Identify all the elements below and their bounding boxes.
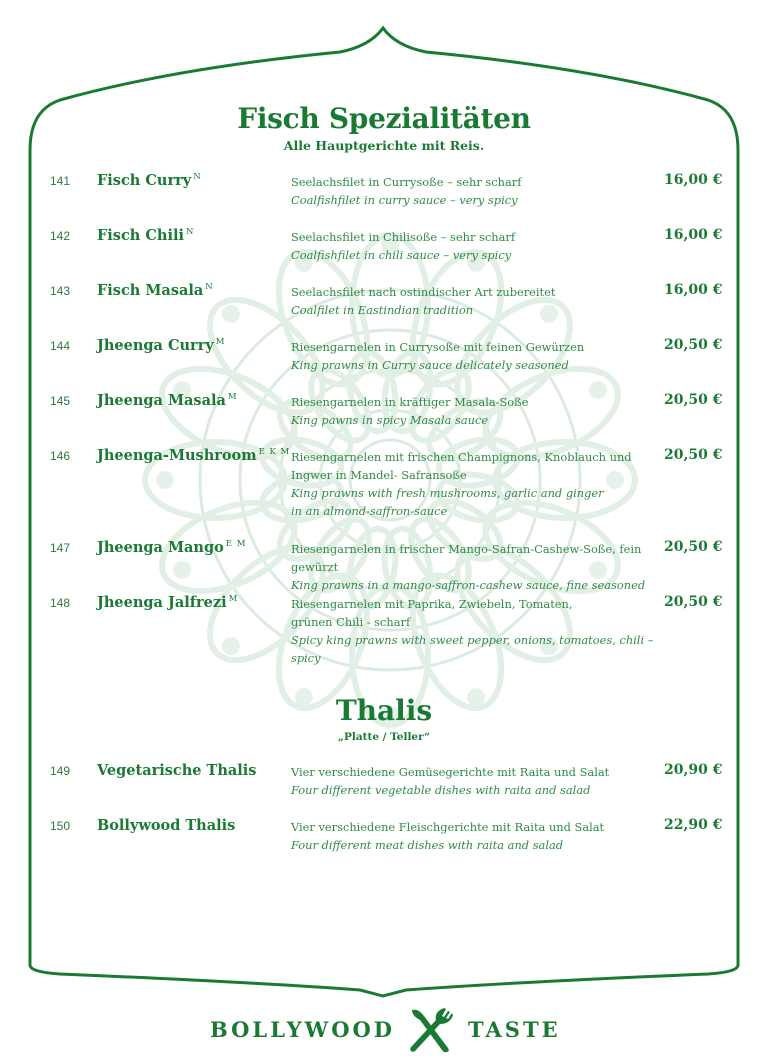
item-description bbox=[291, 338, 666, 374]
item-number: 146 bbox=[50, 449, 71, 463]
item-price: 20,50 € bbox=[664, 392, 723, 408]
item-name-text: Fisch Masala bbox=[97, 282, 204, 299]
item-price: 20,50 € bbox=[664, 539, 723, 555]
item-name bbox=[97, 762, 256, 779]
item-name bbox=[97, 282, 214, 299]
item-description bbox=[291, 173, 666, 209]
section-title-fisch: Fisch Spezialitäten bbox=[237, 102, 531, 135]
item-name bbox=[97, 817, 235, 834]
allergen-codes: M bbox=[227, 392, 238, 402]
item-description bbox=[291, 540, 666, 594]
item-number: 144 bbox=[50, 339, 71, 353]
allergen-codes: N bbox=[205, 282, 214, 292]
item-number: 149 bbox=[50, 764, 71, 778]
section-title-thalis: Thalis bbox=[335, 694, 433, 727]
item-number: 145 bbox=[50, 394, 71, 408]
item-description bbox=[291, 448, 666, 520]
brand-name-left: BOLLYWOOD bbox=[210, 1017, 395, 1042]
item-name-text: Jheenga-Mushroom bbox=[97, 447, 257, 464]
allergen-codes: N bbox=[193, 172, 202, 182]
item-number: 143 bbox=[50, 284, 71, 298]
item-price: 16,00 € bbox=[664, 172, 723, 188]
item-name-text: Bollywood Thalis bbox=[97, 817, 236, 834]
item-number: 147 bbox=[50, 541, 71, 555]
description-english: King prawns in a mango-saffron-cashew sauce, fine seasoned bbox=[291, 578, 646, 592]
item-price: 20,50 € bbox=[664, 337, 723, 353]
item-description bbox=[291, 228, 666, 264]
item-name-text: Jheenga Jalfrezi bbox=[97, 594, 227, 611]
description-german: Riesengarnelen mit frischen Champignons, Knoblauch und Ingwer in Mandel- Safransoße bbox=[291, 450, 632, 482]
item-description bbox=[291, 393, 666, 429]
description-english: Four different meat dishes with raita and salad bbox=[291, 838, 564, 852]
description-english: Spicy king prawns with sweet pepper, onions, tomatoes, chili – spicy bbox=[291, 633, 654, 665]
description-german: Riesengarnelen in Currysoße mit feinen Gewürzen bbox=[291, 340, 585, 354]
item-price: 16,00 € bbox=[664, 282, 723, 298]
item-price: 16,00 € bbox=[664, 227, 723, 243]
item-description bbox=[291, 763, 666, 799]
description-english: Coalfilet in Eastindian tradition bbox=[291, 303, 474, 317]
description-german: Seelachsfilet in Chilisoße – sehr scharf bbox=[291, 230, 516, 244]
item-name-text: Jheenga Mango bbox=[97, 539, 224, 556]
brand-logo bbox=[0, 1000, 768, 1060]
description-german: Vier verschiedene Gemüsegerichte mit Raita und Salat bbox=[291, 765, 610, 779]
item-name bbox=[97, 337, 225, 354]
item-name bbox=[97, 539, 246, 556]
section-subtitle-fisch: Alle Hauptgerichte mit Reis. bbox=[283, 138, 485, 153]
item-name-text: Jheenga Curry bbox=[97, 337, 214, 354]
item-name bbox=[97, 594, 238, 611]
mandala-dot bbox=[222, 637, 240, 655]
mandala-dot bbox=[222, 305, 240, 323]
item-number: 148 bbox=[50, 596, 71, 610]
description-english: King prawns in Curry sauce delicately seasoned bbox=[291, 358, 569, 372]
item-price: 22,90 € bbox=[664, 817, 723, 833]
crossed-fork-knife-icon bbox=[404, 1004, 456, 1056]
allergen-codes: E M bbox=[225, 539, 247, 549]
description-english: King pawns in spicy Masala sauce bbox=[291, 413, 489, 427]
allergen-codes: M bbox=[215, 337, 226, 347]
item-price: 20,50 € bbox=[664, 594, 723, 610]
item-description bbox=[291, 283, 666, 319]
item-name bbox=[97, 447, 290, 464]
mandala-dot bbox=[156, 471, 174, 489]
item-name bbox=[97, 172, 202, 189]
description-english: Four different vegetable dishes with raita and salad bbox=[291, 783, 591, 797]
item-name-text: Fisch Curry bbox=[97, 172, 192, 189]
section-subtitle-thalis: „Platte / Teller“ bbox=[337, 731, 431, 743]
item-name bbox=[97, 227, 194, 244]
item-description bbox=[291, 595, 666, 667]
item-number: 142 bbox=[50, 229, 71, 243]
description-german: Seelachsfilet in Currysoße – sehr scharf bbox=[291, 175, 522, 189]
description-english: Coalfishfilet in curry sauce – very spicy bbox=[291, 193, 518, 207]
item-name-text: Fisch Chili bbox=[97, 227, 184, 244]
item-price: 20,50 € bbox=[664, 447, 723, 463]
item-price: 20,90 € bbox=[664, 762, 723, 778]
allergen-codes: E K M bbox=[258, 447, 291, 457]
item-name-text: Jheenga Masala bbox=[97, 392, 226, 409]
description-german: Riesengarnelen mit Paprika, Zwiebeln, Tomaten, grünen Chili - scharf bbox=[291, 597, 573, 629]
item-name-text: Vegetarische Thalis bbox=[97, 762, 257, 779]
description-english: King prawns with fresh mushrooms, garlic and ginger in an almond-saffron-sauce bbox=[291, 486, 604, 518]
brand-name-right: TASTE bbox=[468, 1017, 561, 1042]
description-german: Seelachsfilet nach ostindischer Art zubereitet bbox=[291, 285, 556, 299]
description-german: Riesengarnelen in kräftiger Masala-Soße bbox=[291, 395, 529, 409]
item-name bbox=[97, 392, 238, 409]
item-description bbox=[291, 818, 666, 854]
description-german: Vier verschiedene Fleischgerichte mit Raita und Salat bbox=[291, 820, 605, 834]
allergen-codes: M bbox=[228, 594, 239, 604]
description-german: Riesengarnelen in frischer Mango-Safran-Cashew-Soße, fein gewürzt bbox=[291, 542, 642, 574]
description-english: Coalfishfilet in chili sauce – very spicy bbox=[291, 248, 512, 262]
allergen-codes: N bbox=[186, 227, 195, 237]
mandala-dot bbox=[173, 561, 191, 579]
item-number: 150 bbox=[50, 819, 71, 833]
item-number: 141 bbox=[50, 174, 71, 188]
